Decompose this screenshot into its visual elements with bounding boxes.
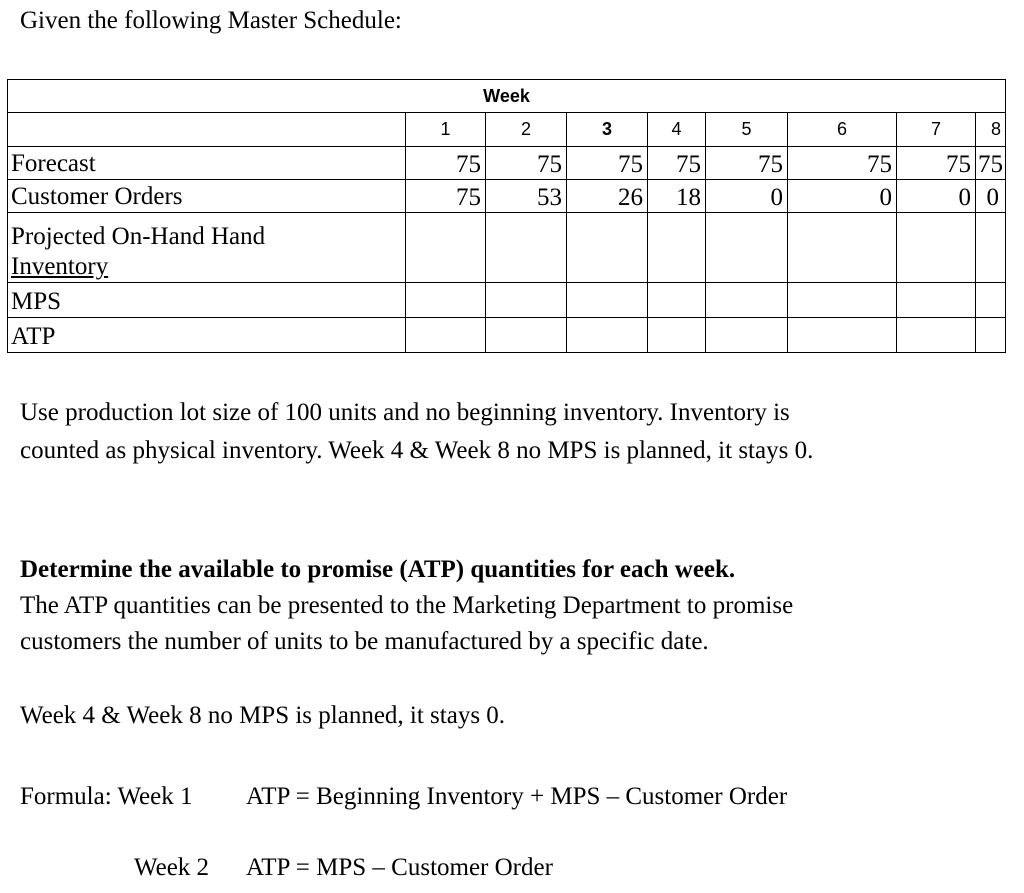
cell: 75 bbox=[406, 147, 486, 180]
master-schedule-table bbox=[7, 79, 1006, 353]
cell bbox=[976, 318, 1006, 353]
cell: 75 bbox=[486, 147, 567, 180]
week-header: Week bbox=[8, 80, 1006, 113]
table-row bbox=[8, 318, 1006, 353]
empty-cell bbox=[8, 113, 406, 147]
week2-label: Week 2 bbox=[134, 854, 210, 881]
table-row bbox=[8, 180, 1006, 213]
row-label-line: Projected On-Hand Hand bbox=[11, 223, 266, 250]
table-row bbox=[8, 213, 1006, 283]
paragraph-line: Use production lot size of 100 units and no beginning inventory. Inventory is bbox=[20, 399, 790, 426]
row-label: MPS bbox=[8, 283, 406, 318]
cell: 0 bbox=[706, 180, 788, 213]
row-label: Forecast bbox=[8, 147, 406, 180]
cell bbox=[567, 318, 648, 353]
cell bbox=[706, 283, 788, 318]
cell bbox=[406, 283, 486, 318]
cell: 75 bbox=[706, 147, 788, 180]
week-number: 1 bbox=[406, 113, 486, 147]
cell bbox=[706, 318, 788, 353]
cell: 75 bbox=[648, 147, 706, 180]
cell bbox=[567, 283, 648, 318]
cell: 0 bbox=[897, 180, 976, 213]
week-number: 6 bbox=[788, 113, 897, 147]
cell bbox=[486, 213, 567, 283]
formula-label: Formula: Week 1 bbox=[20, 783, 193, 810]
week-number: 5 bbox=[706, 113, 788, 147]
cell bbox=[976, 213, 1006, 283]
cell bbox=[706, 213, 788, 283]
cell: 53 bbox=[486, 180, 567, 213]
cell bbox=[648, 318, 706, 353]
cell: 0 bbox=[976, 180, 1006, 213]
cell bbox=[788, 213, 897, 283]
cell: 75 bbox=[976, 147, 1006, 180]
table-row bbox=[8, 283, 1006, 318]
paragraph-line: customers the number of units to be manufactured by a specific date. bbox=[20, 628, 709, 655]
cell bbox=[406, 213, 486, 283]
row-label bbox=[8, 213, 406, 283]
cell bbox=[486, 318, 567, 353]
cell: 75 bbox=[788, 147, 897, 180]
formula-week2: ATP = MPS – Customer Order bbox=[246, 854, 553, 881]
task-heading: Determine the available to promise (ATP) quantities for each week. bbox=[20, 556, 736, 583]
row-label: Customer Orders bbox=[8, 180, 406, 213]
week-number: 7 bbox=[897, 113, 976, 147]
week-number: 3 bbox=[567, 113, 648, 147]
cell bbox=[788, 318, 897, 353]
cell bbox=[897, 318, 976, 353]
paragraph-line: counted as physical inventory. Week 4 & Week 8 no MPS is planned, it stays 0. bbox=[20, 437, 814, 464]
table-header-row bbox=[8, 80, 1006, 113]
cell bbox=[648, 283, 706, 318]
cell bbox=[567, 213, 648, 283]
cell: 75 bbox=[567, 147, 648, 180]
cell bbox=[648, 213, 706, 283]
formula-week1: ATP = Beginning Inventory + MPS – Customer Order bbox=[246, 783, 788, 810]
cell bbox=[788, 283, 897, 318]
cell bbox=[486, 283, 567, 318]
cell: 18 bbox=[648, 180, 706, 213]
row-label-line: Inventory bbox=[11, 253, 109, 280]
cell bbox=[897, 283, 976, 318]
cell bbox=[976, 283, 1006, 318]
cell: 75 bbox=[897, 147, 976, 180]
week-number: 4 bbox=[648, 113, 706, 147]
cell bbox=[406, 318, 486, 353]
note-text: Week 4 & Week 8 no MPS is planned, it stays 0. bbox=[20, 702, 506, 729]
week-numbers-row bbox=[8, 113, 1006, 147]
cell: 75 bbox=[406, 180, 486, 213]
table-row bbox=[8, 147, 1006, 180]
week-number: 2 bbox=[486, 113, 567, 147]
cell: 26 bbox=[567, 180, 648, 213]
row-label: ATP bbox=[8, 318, 406, 353]
week-number: 8 bbox=[976, 113, 1006, 147]
cell bbox=[897, 213, 976, 283]
intro-text: Given the following Master Schedule: bbox=[20, 7, 402, 34]
cell: 0 bbox=[788, 180, 897, 213]
paragraph-line: The ATP quantities can be presented to the Marketing Department to promise bbox=[20, 592, 794, 619]
